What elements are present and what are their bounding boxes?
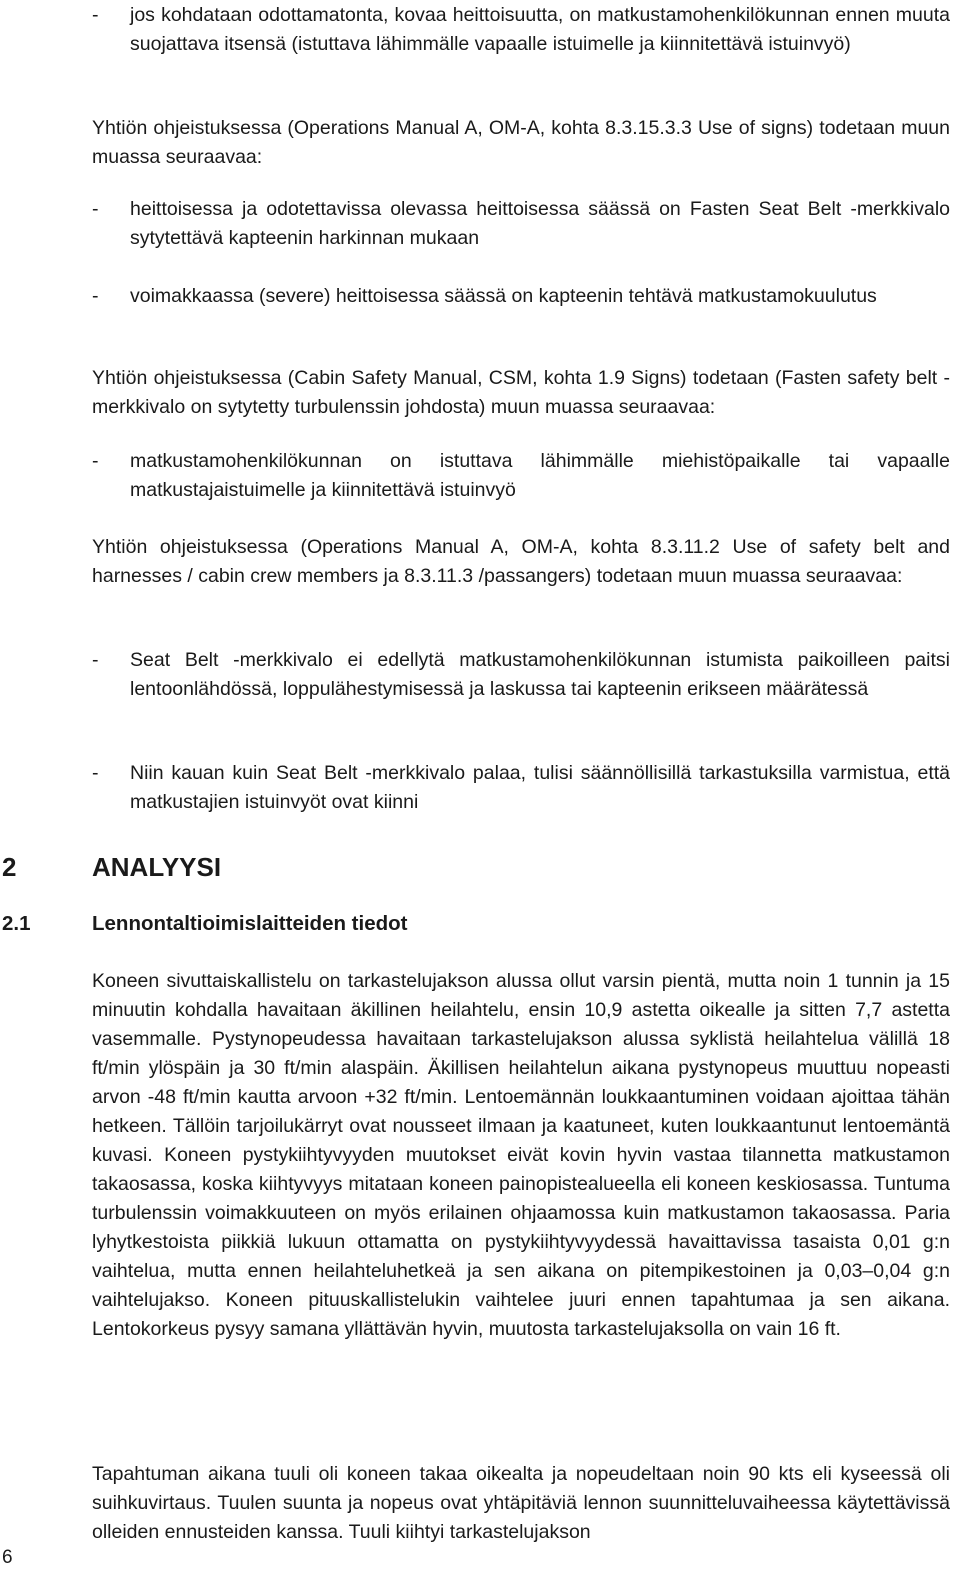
paragraph-om-a-belts: Yhtiön ohjeistuksessa (Operations Manual A, OM-A, kohta 8.3.11.2 Use of safety belt and harnesses / cabin crew members ja 8.3.11.3 /passangers) todetaan muun muassa seuraavaa: [92, 536, 950, 587]
bullet-dash: - [92, 198, 99, 220]
bullet-text: voimakkaassa (severe) heittoisessa säässä on kapteenin tehtävä matkustamokuulutus [130, 285, 877, 307]
subsection-number: 2.1 [2, 912, 31, 935]
bullet-dash: - [92, 649, 99, 671]
paragraph-analysis-2: Tapahtuman aikana tuuli oli koneen takaa oikealta ja nopeudeltaan noin 90 kts eli kyseessä oli suihkuvirtaus. Tuulen suunta ja nopeus ovat yhtäpitäviä lennon suunnitteluvaiheessa käytettävissä olleiden ennusteiden kanssa. Tuuli kiihtyi tarkastelujakson [92, 1463, 950, 1543]
paragraph-analysis-1: Koneen sivuttaiskallistelu on tarkastelujakson alussa ollut varsin pientä, mutta noin 1 tunnin ja 15 minuutin kohdalla havaitaan äkillinen heilahtelu, ensin 10,9 astetta oikealle ja sitten 7,7 astetta vasemmalle. Pystynopeudessa havaitaan tarkastelujakson alussa syklistä heilahtelua välillä 18 ft/min ylöspäin ja 30 ft/min alaspäin. Äkillisen heilahtelun aikana pystynopeus muuttuu nopeasti arvon -48 ft/min kautta arvoon +32 ft/min. Lentoemännän loukkaantuminen voidaan ajoittaa tähän hetkeen. Tällöin tarjoilukärryt ovat nousseet ilmaan ja kaatuneet, kuten loukkaantunut lentoemäntä kuvasi. Koneen pystykiihtyvyyden muutokset eivät kovin hyvin vastaa tilannetta matkustamon takaosassa, koska kiihtyvyys mitataan koneen painopistealueella eli koneen keskiosassa. Tuntuma turbulenssin voimakkuuteen on myös erilainen ohjaamossa kuin matkustamon takaosassa. Paria lyhytkestoista piikkiä lukuun ottamatta on pystykiihtyvyydessä havaittavissa tasaista 0,01 g:n vaihtelua, mutta ennen heilahteluhetkeä ja sen aikana on pitempikestoinen ja 0,03–0,04 g:n vaihtelujakso. Koneen pituuskallistelukin vaihtelee juuri ennen tapahtumaa ja sen aikana. Lentokorkeus pysyy samana yllättävän hyvin, muutosta tarkastelujaksolla on vain 16 ft. [92, 970, 950, 1340]
section-number: 2 [2, 852, 17, 882]
subsection-title: Lennontaltioimislaitteiden tiedot [92, 912, 408, 935]
bullet-item [92, 646, 950, 704]
bullet-item [92, 195, 950, 253]
paragraph-csm: Yhtiön ohjeistuksessa (Cabin Safety Manual, CSM, kohta 1.9 Signs) todetaan (Fasten safety belt -merkkivalo on sytytetty turbulenssin johdosta) muun muassa seuraavaa: [92, 367, 950, 418]
bullet-dash: - [92, 285, 99, 307]
bullet-item [92, 447, 950, 505]
bullet-dash: - [92, 762, 99, 784]
bullet-dash: - [92, 4, 99, 26]
page-number: 6 [2, 1547, 13, 1568]
bullet-text: heittoisessa ja odotettavissa olevassa heittoisessa säässä on Fasten Seat Belt -merkkivalo sytytettävä kapteenin harkinnan mukaan [130, 198, 950, 249]
bullet-item [92, 282, 950, 311]
bullet-text: Seat Belt -merkkivalo ei edellytä matkustamohenkilökunnan istumista paikoilleen paitsi lentoonlähdössä, loppulähestymisessä ja laskussa tai kapteenin erikseen määrätessä [130, 649, 950, 700]
bullet-text: matkustamohenkilökunnan on istuttava lähimmälle miehistöpaikalle tai vapaalle matkustajaistuimelle ja kiinnitettävä istuinvyö [130, 450, 950, 501]
bullet-text: jos kohdataan odottamatonta, kovaa heittoisuutta, on matkustamohenkilökunnan ennen muuta suojattava itsensä (istuttava lähimmälle vapaalle istuimelle ja kiinnitettävä istuinvyö) [130, 4, 950, 55]
bullet-item [92, 759, 950, 817]
bullet-item [92, 1, 950, 59]
section-title: ANALYYSI [92, 852, 222, 882]
bullet-dash: - [92, 450, 99, 472]
bullet-text: Niin kauan kuin Seat Belt -merkkivalo palaa, tulisi säännöllisillä tarkastuksilla varmistua, että matkustajien istuinvyöt ovat kiinni [130, 762, 950, 813]
paragraph-om-a-signs: Yhtiön ohjeistuksessa (Operations Manual A, OM-A, kohta 8.3.15.3.3 Use of signs) todetaan muun muassa seuraavaa: [92, 117, 950, 168]
